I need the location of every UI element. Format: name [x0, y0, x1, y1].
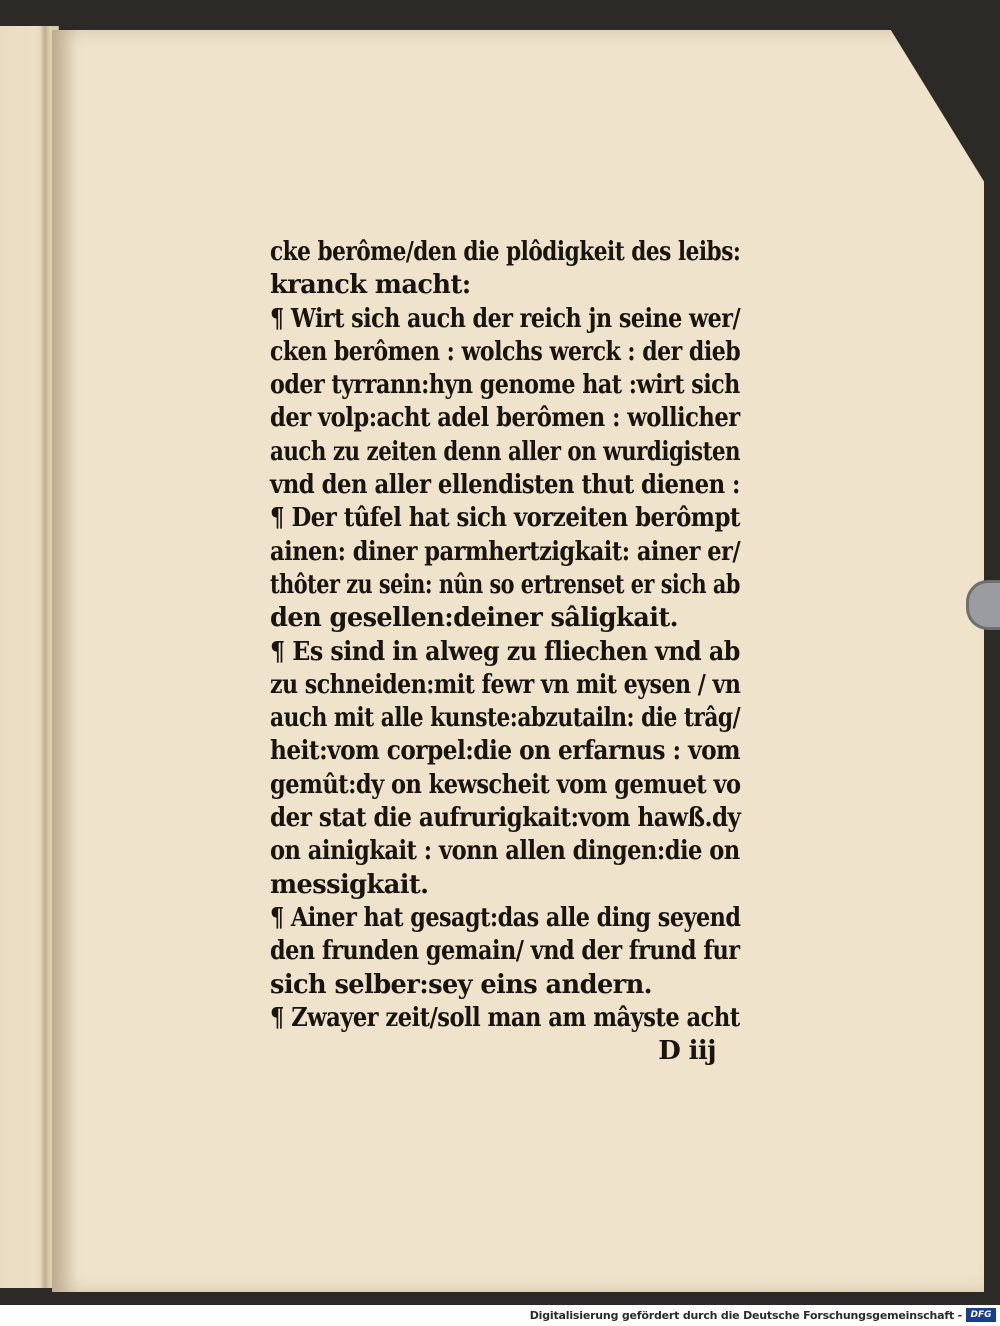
text-line: cken berômen : wolchs werck : der dieb [270, 336, 741, 367]
text-line: auch zu zeiten denn aller on wurdigisten [270, 436, 741, 467]
text-line: auch mit alle kunste:abzutailn: die trâg/ [270, 703, 741, 734]
text-line: ¶ Es sind in alweg zu fliechen vnd ab [270, 636, 740, 667]
left-page-fold-shadow [40, 26, 50, 1288]
page-gutter-shadow [52, 30, 78, 1292]
text-line: zu schneiden:mit fewr vn mit eysen / vn [270, 669, 741, 700]
text-line: oder tyrrann:hyn genome hat :wirt sich [270, 370, 740, 401]
text-line: on ainigkait : vonn allen dingen:die on [270, 836, 740, 867]
text-line: cke berôme/den die plôdigkeit des leibs: [270, 237, 741, 267]
text-line: den gesellen:deiner sâligkait. [270, 603, 679, 634]
text-line: ¶ Der tûfel hat sich vorzeiten berômpt [270, 503, 740, 534]
text-line: der volp:acht adel berômen : wollicher [270, 403, 740, 434]
text-line: ainen: diner parmhertzigkait: ainer er/ [270, 536, 741, 567]
book-clasp [966, 580, 1000, 630]
text-block [270, 236, 746, 1068]
text-line: sich selber:sey eins andern. [270, 969, 653, 1000]
footer-bar [0, 1305, 1000, 1326]
text-line: messigkait. [270, 869, 429, 900]
text-line: ¶ Zwayer zeit/soll man am mâyste acht [270, 1002, 740, 1033]
text-line: kranck macht: [270, 270, 471, 301]
footer-credit: Digitalisierung gefördert durch die Deutsche Forschungsgemeinschaft - [529, 1309, 962, 1322]
left-page-edge [0, 26, 59, 1288]
text-line: vnd den aller ellendisten thut dienen : [270, 470, 740, 501]
dfg-logo-icon: DFG [966, 1308, 996, 1322]
signature-mark: D iij [658, 1036, 716, 1067]
text-line: ¶ Ainer hat gesagt:das alle ding seyend [270, 902, 741, 933]
text-line: gemût:dy on kewscheit vom gemuet vo [270, 769, 741, 800]
text-line: heit:vom corpel:die on erfarnus : vom [270, 736, 741, 767]
text-line: thôter zu sein: nûn so ertrenset er sich ab [270, 569, 740, 600]
text-line: ¶ Wirt sich auch der reich jn seine wer/ [270, 303, 741, 334]
text-line: der stat die aufrurigkait:vom hawß.dy [270, 803, 741, 834]
text-line: den frunden gemain/ vnd der frund fur [270, 936, 740, 967]
